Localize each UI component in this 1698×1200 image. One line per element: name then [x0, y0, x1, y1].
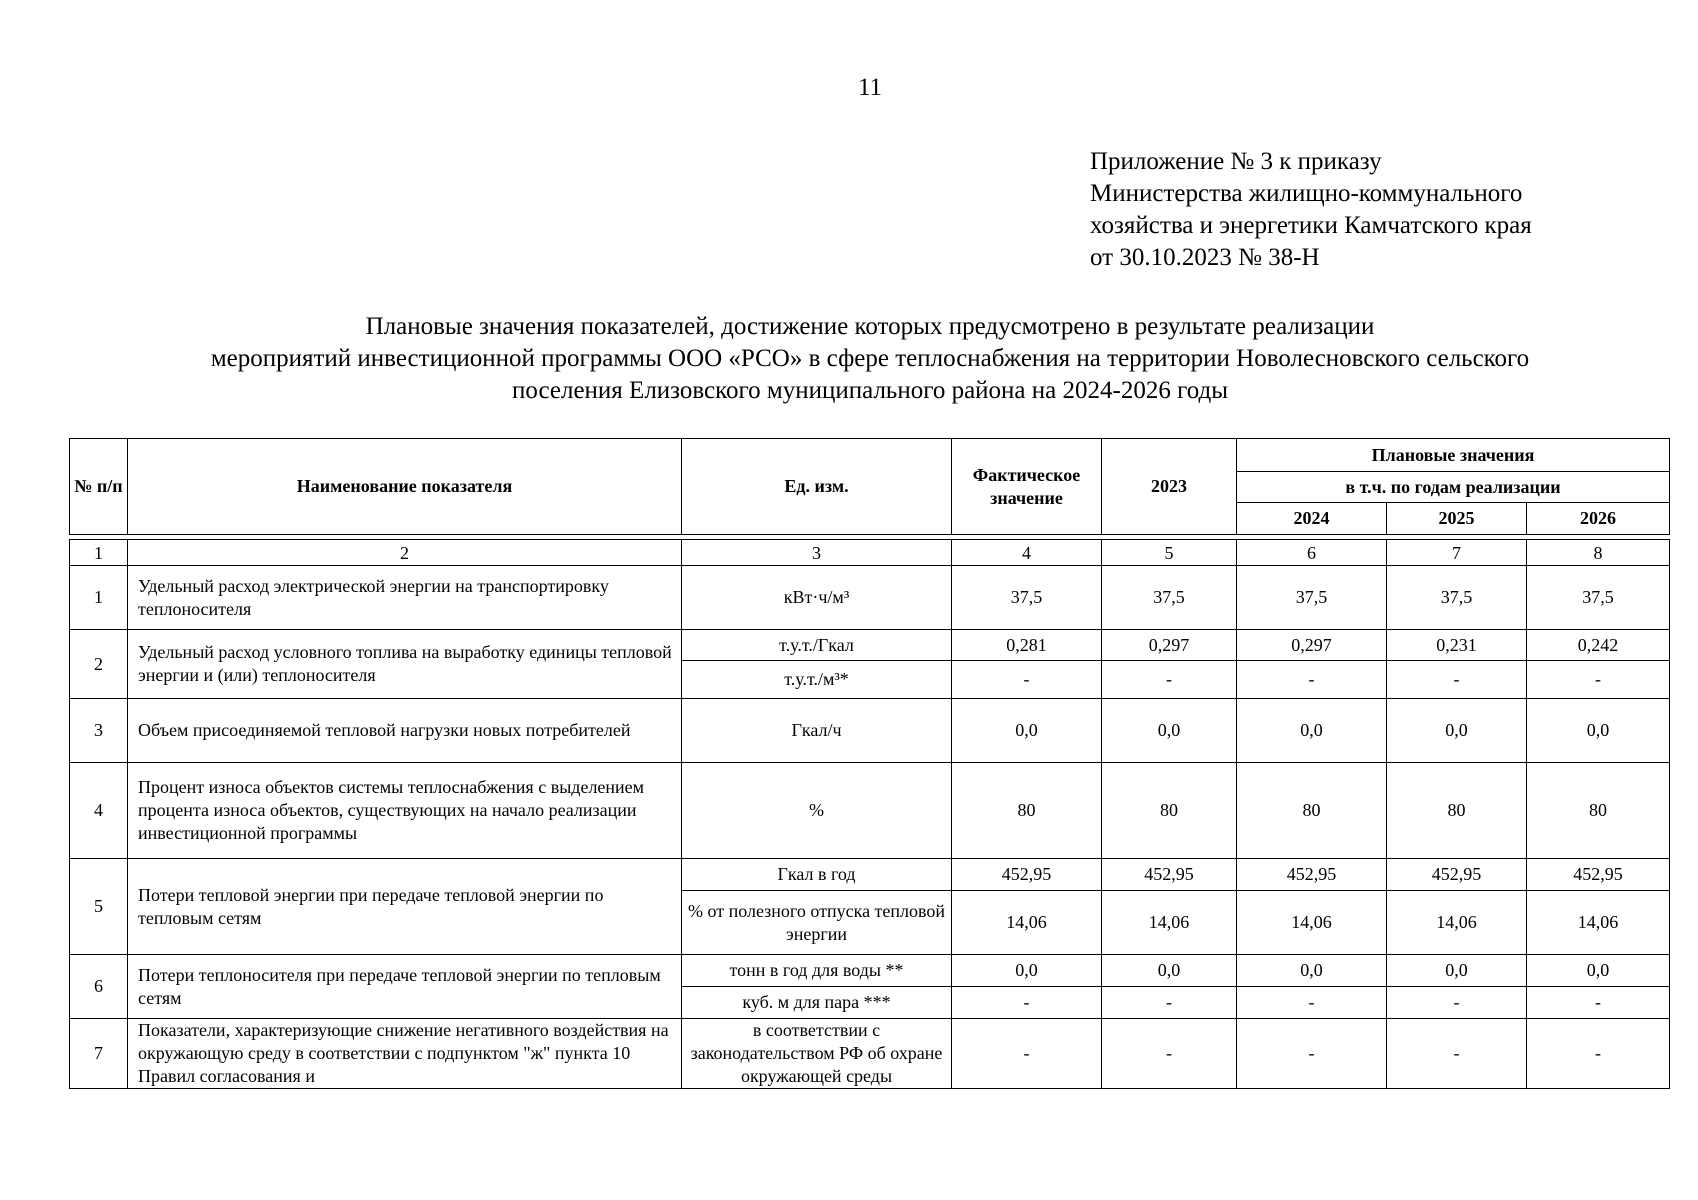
value-2026: 452,95 — [1527, 859, 1670, 891]
value-2023: 14,06 — [1102, 891, 1237, 955]
table-row — [70, 1019, 1670, 1089]
header-2023: 2023 — [1102, 439, 1237, 535]
row-number: 4 — [70, 763, 128, 859]
value-actual: 452,95 — [952, 859, 1102, 891]
value-actual: - — [952, 661, 1102, 699]
value-2026: 80 — [1527, 763, 1670, 859]
value-2023: 0,0 — [1102, 699, 1237, 763]
document-title — [70, 311, 1670, 407]
table-row — [70, 630, 1670, 661]
column-number: 4 — [952, 540, 1102, 566]
value-2024: - — [1237, 987, 1387, 1019]
header-actual: Фактическое значение — [952, 439, 1102, 535]
unit-cell: Гкал/ч — [682, 699, 952, 763]
header-2024: 2024 — [1237, 503, 1387, 535]
page-number: 11 — [857, 74, 883, 101]
value-2023: 452,95 — [1102, 859, 1237, 891]
value-2024: 80 — [1237, 763, 1387, 859]
value-actual: 37,5 — [952, 566, 1102, 630]
unit-cell: кВт·ч/м³ — [682, 566, 952, 630]
unit-cell: тонн в год для воды ** — [682, 955, 952, 987]
value-2024: 0,297 — [1237, 630, 1387, 661]
column-number: 7 — [1387, 540, 1527, 566]
unit-cell: куб. м для пара *** — [682, 987, 952, 1019]
row-number: 5 — [70, 859, 128, 955]
value-2025: 14,06 — [1387, 891, 1527, 955]
column-number: 6 — [1237, 540, 1387, 566]
unit-cell: % — [682, 763, 952, 859]
value-2023: 0,297 — [1102, 630, 1237, 661]
column-number: 5 — [1102, 540, 1237, 566]
unit-cell: Гкал в год — [682, 859, 952, 891]
table-row — [70, 859, 1670, 891]
appendix-reference — [1090, 146, 1532, 274]
value-2025: - — [1387, 1019, 1527, 1089]
column-number: 1 — [70, 540, 128, 566]
header-2025: 2025 — [1387, 503, 1527, 535]
indicator-name: Процент износа объектов системы теплоснабжения с выделением процента износа объектов, существующих на начало реализации инвестиционной программы — [128, 763, 682, 859]
column-number: 8 — [1527, 540, 1670, 566]
header-unit: Ед. изм. — [682, 439, 952, 535]
value-2024: 37,5 — [1237, 566, 1387, 630]
value-actual: 0,0 — [952, 955, 1102, 987]
value-2024: 452,95 — [1237, 859, 1387, 891]
table-row — [70, 763, 1670, 859]
table-row — [70, 955, 1670, 987]
value-2025: 0,0 — [1387, 955, 1527, 987]
value-2025: 80 — [1387, 763, 1527, 859]
row-number: 2 — [70, 630, 128, 699]
row-number: 7 — [70, 1019, 128, 1089]
column-number: 2 — [128, 540, 682, 566]
indicator-name: Показатели, характеризующие снижение негативного воздействия на окружающую среду в соответствии с подпунктом "ж" пункта 10 Правил согласования и — [128, 1019, 682, 1089]
value-2023: - — [1102, 661, 1237, 699]
value-actual: 0,281 — [952, 630, 1102, 661]
value-2025: - — [1387, 661, 1527, 699]
unit-cell: т.у.т./Гкал — [682, 630, 952, 661]
indicator-name: Удельный расход электрической энергии на транспортировку теплоносителя — [128, 566, 682, 630]
indicator-name: Потери тепловой энергии при передаче тепловой энергии по тепловым сетям — [128, 859, 682, 955]
value-2024: - — [1237, 661, 1387, 699]
header-by-years: в т.ч. по годам реализации — [1237, 472, 1670, 503]
value-2023: 0,0 — [1102, 955, 1237, 987]
value-2026: 0,0 — [1527, 955, 1670, 987]
table-row — [70, 566, 1670, 630]
title-line: мероприятий инвестиционной программы ООО «РСО» в сфере теплоснабжения на территории Новолесновского сельского — [210, 345, 1530, 372]
value-2024: 0,0 — [1237, 955, 1387, 987]
indicator-name: Потери теплоносителя при передаче тепловой энергии по тепловым сетям — [128, 955, 682, 1019]
value-actual: 14,06 — [952, 891, 1102, 955]
value-2024: 0,0 — [1237, 699, 1387, 763]
column-numbers-row — [70, 540, 1670, 566]
value-actual: - — [952, 1019, 1102, 1089]
table-body — [70, 535, 1670, 1089]
header-2026: 2026 — [1527, 503, 1670, 535]
row-number: 6 — [70, 955, 128, 1019]
value-2025: 0,0 — [1387, 699, 1527, 763]
value-2026: 0,0 — [1527, 699, 1670, 763]
value-2026: 0,242 — [1527, 630, 1670, 661]
table-row — [70, 699, 1670, 763]
value-2025: 37,5 — [1387, 566, 1527, 630]
column-number: 3 — [682, 540, 952, 566]
value-2026: - — [1527, 987, 1670, 1019]
value-2023: - — [1102, 1019, 1237, 1089]
row-number: 3 — [70, 699, 128, 763]
unit-cell: т.у.т./м³* — [682, 661, 952, 699]
value-2025: - — [1387, 987, 1527, 1019]
value-2026: 37,5 — [1527, 566, 1670, 630]
value-2023: 80 — [1102, 763, 1237, 859]
header-planned: Плановые значения — [1237, 439, 1670, 472]
value-actual: 80 — [952, 763, 1102, 859]
value-2025: 0,231 — [1387, 630, 1527, 661]
header-num: № п/п — [70, 439, 128, 535]
indicator-name: Удельный расход условного топлива на выработку единицы тепловой энергии и (или) теплоносителя — [128, 630, 682, 699]
appendix-line: от 30.10.2023 № 38-Н — [1090, 244, 1320, 271]
appendix-line: хозяйства и энергетики Камчатского края — [1090, 212, 1532, 239]
header-name: Наименование показателя — [128, 439, 682, 535]
title-line: Плановые значения показателей, достижение которых предусмотрено в результате реализации — [365, 313, 1375, 340]
row-number: 1 — [70, 566, 128, 630]
value-2026: 14,06 — [1527, 891, 1670, 955]
value-2023: 37,5 — [1102, 566, 1237, 630]
value-2025: 452,95 — [1387, 859, 1527, 891]
value-2024: - — [1237, 1019, 1387, 1089]
unit-cell: в соответствии с законодательством РФ об охране окружающей среды — [682, 1019, 952, 1089]
unit-cell: % от полезного отпуска тепловой энергии — [682, 891, 952, 955]
value-2023: - — [1102, 987, 1237, 1019]
indicators-table — [69, 438, 1670, 1089]
value-2026: - — [1527, 1019, 1670, 1089]
value-2024: 14,06 — [1237, 891, 1387, 955]
title-line: поселения Елизовского муниципального района на 2024-2026 годы — [511, 377, 1229, 404]
value-2026: - — [1527, 661, 1670, 699]
appendix-line: Министерства жилищно-коммунального — [1090, 180, 1523, 207]
indicator-name: Объем присоединяемой тепловой нагрузки новых потребителей — [128, 699, 682, 763]
appendix-line: Приложение № 3 к приказу — [1090, 148, 1382, 175]
value-actual: - — [952, 987, 1102, 1019]
value-actual: 0,0 — [952, 699, 1102, 763]
